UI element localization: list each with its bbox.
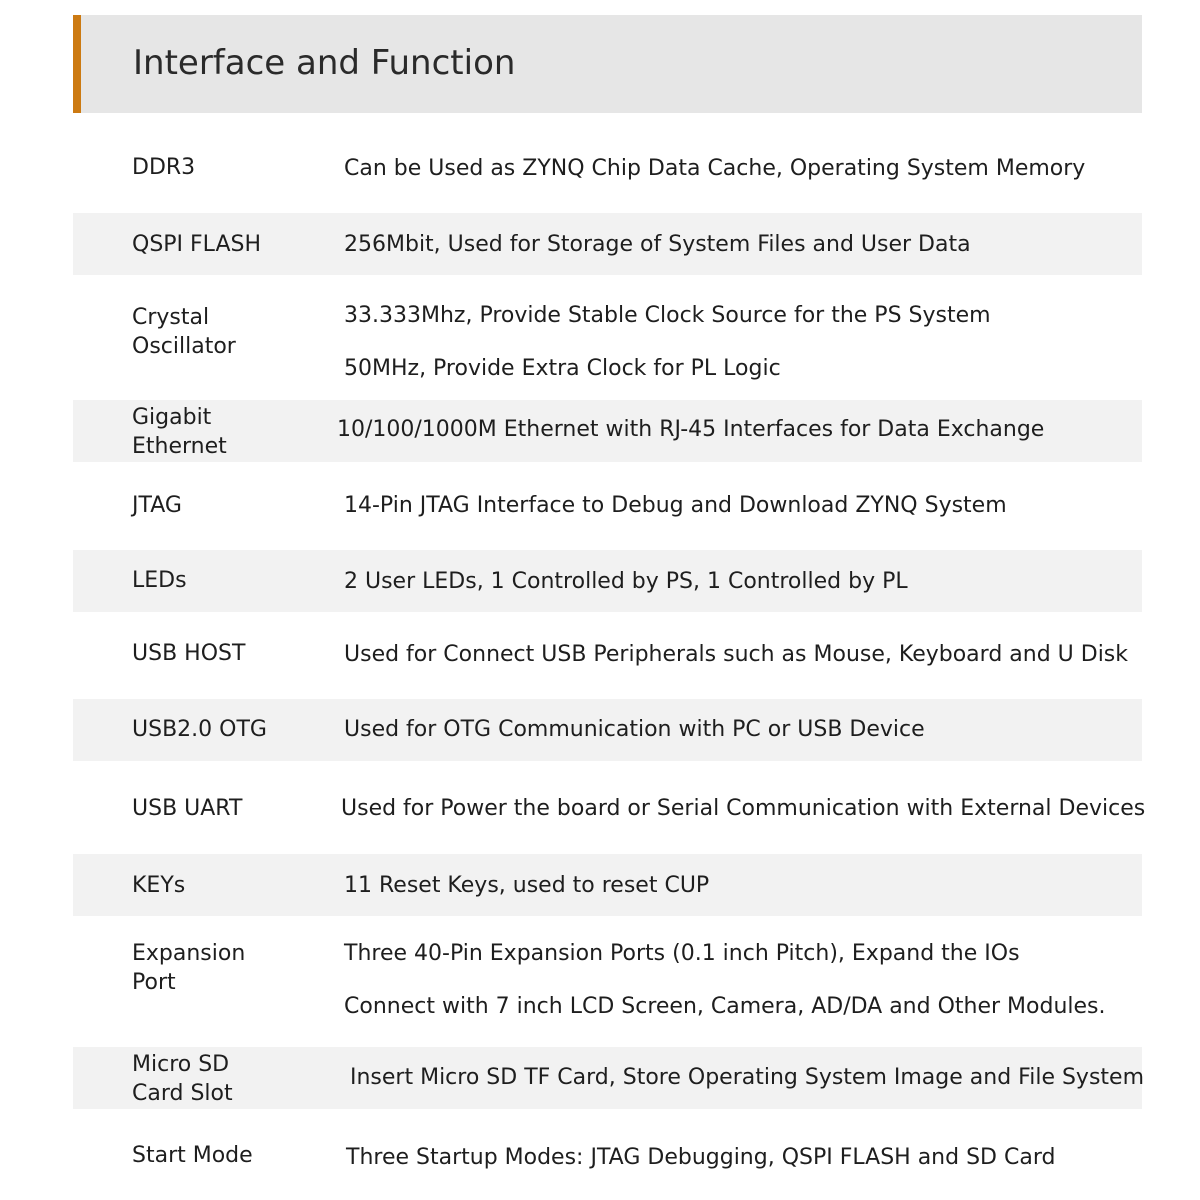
row-description: 33.333Mhz, Provide Stable Clock Source for the PS System [344, 303, 991, 328]
row-description: 10/100/1000M Ethernet with RJ-45 Interfaces for Data Exchange [337, 417, 1045, 442]
row-description: Used for OTG Communication with PC or USB Device [344, 717, 925, 742]
table-row-micro-sd [73, 1047, 1145, 1109]
row-description: Three Startup Modes: JTAG Debugging, QSPI FLASH and SD Card [346, 1145, 1056, 1170]
row-label: Crystal Oscillator [132, 305, 236, 359]
row-description: 2 User LEDs, 1 Controlled by PS, 1 Controlled by PL [344, 569, 908, 594]
row-label: LEDs [132, 568, 187, 593]
table-row-usb-host [73, 623, 1142, 685]
row-description: 256Mbit, Used for Storage of System Files and User Data [344, 232, 971, 257]
row-description: 14-Pin JTAG Interface to Debug and Download ZYNQ System [344, 493, 1007, 518]
table-row-expansion-port [73, 925, 1142, 1035]
page-title: Interface and Function [133, 43, 516, 83]
row-label: USB2.0 OTG [132, 717, 267, 742]
table-row-ddr3 [73, 137, 1142, 199]
row-description: Three 40-Pin Expansion Ports (0.1 inch Pitch), Expand the IOs [344, 941, 1020, 966]
row-description: Used for Power the board or Serial Communication with External Devices [341, 796, 1146, 821]
interface-table [73, 0, 1146, 1200]
row-description: 11 Reset Keys, used to reset CUP [344, 873, 710, 898]
row-label: JTAG [132, 493, 182, 518]
row-description-line2: 50MHz, Provide Extra Clock for PL Logic [344, 356, 781, 381]
table-row-qspi-flash [73, 213, 1142, 275]
row-description: Used for Connect USB Peripherals such as Mouse, Keyboard and U Disk [344, 642, 1129, 667]
row-label: DDR3 [132, 155, 196, 180]
row-description: Insert Micro SD TF Card, Store Operating System Image and File System [350, 1065, 1145, 1090]
table-row-usb-otg [73, 699, 1142, 761]
table-row-gigabit-ethernet [73, 400, 1142, 462]
table-row-keys [73, 854, 1142, 916]
table-row-start-mode [73, 1126, 1142, 1188]
table-row-jtag [73, 475, 1142, 537]
row-description-line2: Connect with 7 inch LCD Screen, Camera, AD/DA and Other Modules. [344, 994, 1106, 1019]
row-label: QSPI FLASH [132, 232, 262, 257]
table-row-usb-uart [73, 777, 1146, 839]
row-label: USB HOST [132, 641, 246, 666]
row-label: Expansion Port [132, 941, 246, 995]
row-label: Micro SD Card Slot [132, 1052, 233, 1106]
row-label: USB UART [132, 796, 243, 821]
row-label: Start Mode [132, 1143, 253, 1168]
table-row-leds [73, 550, 1142, 612]
table-row-crystal-oscillator [73, 285, 1142, 395]
row-description: Can be Used as ZYNQ Chip Data Cache, Operating System Memory [344, 156, 1086, 181]
row-label: Gigabit Ethernet [132, 405, 227, 459]
row-label: KEYs [132, 873, 186, 898]
